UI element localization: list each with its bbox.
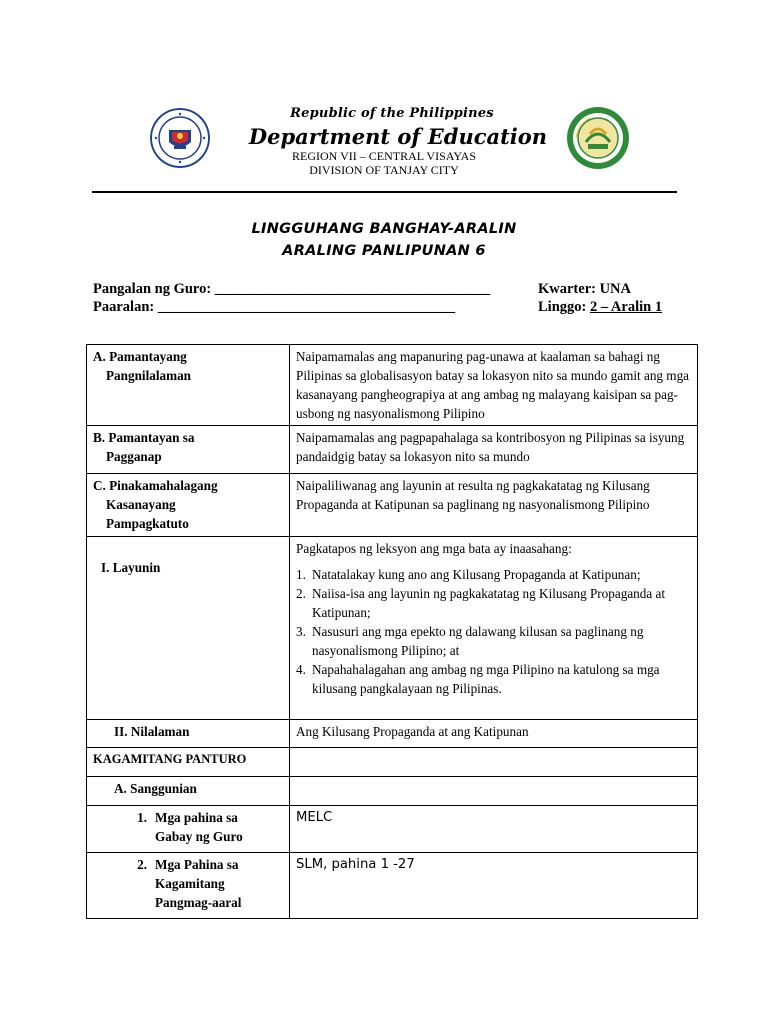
row-label-content: II. Nilalaman	[87, 720, 290, 748]
row-label-competency: C. Pinakamahalagang Kasanayang Pampagkatuto	[87, 474, 290, 537]
department-heading: Department of Education	[248, 124, 548, 149]
table-row	[87, 537, 698, 720]
table-row	[87, 777, 698, 806]
objective-item	[296, 584, 691, 622]
region-heading: REGION VII – CENTRAL VISAYAS	[291, 149, 476, 163]
row-label-teacher-guide: 1. Mga pahina sa Gabay ng Guro	[87, 806, 290, 853]
materials-cell	[290, 748, 698, 777]
week-value: 2 – Aralin 1	[589, 299, 663, 315]
row-label-content-standard: A. Pamantayang Pangnilalaman	[87, 345, 290, 426]
division-heading: DIVISION OF TANJAY CITY	[309, 163, 459, 177]
teacher-name-field: Pangalan ng Guro: ______________________________________	[93, 281, 491, 297]
document-subtitle: ARALING PANLIPUNAN 6	[282, 243, 486, 259]
objectives-cell	[290, 537, 698, 720]
row-label-learner-materials: 2. Mga Pahina sa Kagamitang Pangmag-aaral	[87, 853, 290, 919]
learner-materials-text: SLM, pahina 1 -27	[290, 853, 698, 919]
table-row	[87, 426, 698, 474]
table-row	[87, 748, 698, 777]
competency-text: Naipaliliwanag ang layunin at resulta ng pagkakatatag ng Kilusang Propaganda at Katipunan sa paglinang ng nasyonalismong Pilipino	[290, 474, 698, 537]
table-row	[87, 474, 698, 537]
content-standard-text: Naipamamalas ang mapanuring pag-unawa at kaalaman sa bahagi ng Pilipinas sa globalisasyon batay sa lokasyon nito sa mundo gamit ang mga kasanayang pangheograpiya at ang ambag ng malayang kaisipan sa pag-usbong ng nasyonalismong Pilipino	[290, 345, 698, 426]
objective-item	[296, 565, 691, 584]
header-divider	[92, 191, 677, 193]
objective-number: 1.	[296, 567, 306, 582]
references-cell	[290, 777, 698, 806]
objective-text: Naiisa-isa ang layunin ng pagkakatatag ng Kilusang Propaganda at Katipunan;	[312, 586, 666, 620]
objectives-intro: Pagkatapos ng leksyon ang mga bata ay inaasahang:	[296, 541, 572, 556]
objective-number: 3.	[296, 624, 306, 639]
row-label-materials: KAGAMITANG PANTURO	[87, 748, 290, 777]
row-label-references: A. Sanggunian	[87, 777, 290, 806]
table-row	[87, 853, 698, 919]
teacher-guide-text: MELC	[290, 806, 698, 853]
objective-item	[296, 622, 691, 660]
row-label-performance-standard: B. Pamantayan sa Pagganap	[87, 426, 290, 474]
republic-heading: Republic of the Philippines	[290, 106, 494, 121]
school-name-field: Paaralan: _________________________________________	[93, 299, 456, 315]
document-title: LINGGUHANG BANGHAY-ARALIN	[251, 221, 517, 237]
lesson-plan-table	[86, 344, 698, 919]
performance-standard-text: Naipamamalas ang pagpapahalaga sa kontribosyon ng Pilipinas sa isyung pandaidgig batay sa lokasyon nito sa mundo	[290, 426, 698, 474]
table-row	[87, 720, 698, 748]
objective-text: Natatalakay kung ano ang Kilusang Propaganda at Katipunan;	[312, 567, 641, 582]
objective-text: Napahahalagahan ang ambag ng mga Pilipino na katulong sa mga kilusang pangkalayaan ng Pilipinas.	[312, 662, 660, 696]
row-label-objectives: I. Layunin	[87, 537, 290, 720]
objective-item	[296, 660, 691, 698]
quarter-label: Kwarter: UNA	[538, 281, 632, 297]
content-text: Ang Kilusang Propaganda at ang Katipunan	[290, 720, 698, 748]
table-row	[87, 806, 698, 853]
objective-number: 4.	[296, 662, 306, 677]
week-prefix: Linggo:	[538, 299, 590, 315]
objective-text: Nasusuri ang mga epekto ng dalawang kilusan sa paglinang ng nasyonalismong Pilipino; at	[312, 624, 644, 658]
objectives-list	[296, 565, 691, 698]
objective-number: 2.	[296, 586, 306, 601]
week-label	[538, 299, 662, 316]
table-row	[87, 345, 698, 426]
